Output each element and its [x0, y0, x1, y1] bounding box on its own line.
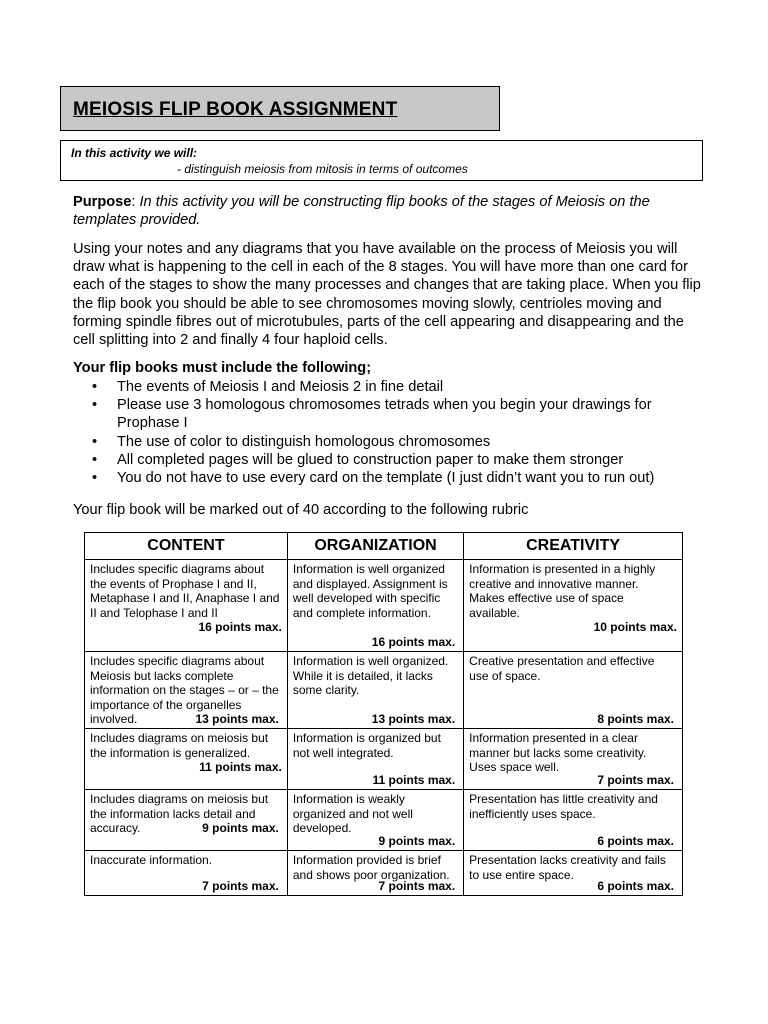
points-label: 6 points max. — [597, 879, 674, 894]
creativity-cell — [464, 652, 683, 729]
organization-cell — [287, 728, 463, 789]
instructions-paragraph: Using your notes and any diagrams that you have available on the process of Meiosis you will draw what is happening to the cell in each of the 8 stages. You will have more than one card for each of the stages to show the many processes and changes that are taking place. When you flip the flip book you should be able to see chromosomes moving slowly, centrioles moving and forming spindle fibres out of microtubules, parts of the cell appearing and disappearing and the cell splitting into 2 and finally 4 four haploid cells. — [73, 241, 701, 349]
points-label: 7 points max. — [378, 879, 456, 894]
page-title: MEIOSIS FLIP BOOK ASSIGNMENT — [73, 99, 398, 120]
cell-text: Information is weakly organized and not well developed. — [292, 791, 413, 836]
cell-text: Information is well organized. While it is detailed, it lacks some clarity. — [292, 654, 449, 698]
cell-text: Information is presented in a highly creative and innovative manner. Makes effective use of space available. — [469, 562, 656, 620]
bullet-icon: • — [92, 397, 98, 414]
cell-text: Includes specific diagrams about the events of Prophase I and II, Metaphase I and II, Anaphase I and II and Telophase I and II — [90, 562, 280, 620]
table-row — [85, 789, 683, 850]
cell-text: Information is organized but not well integrated. — [292, 730, 441, 760]
points-label: 7 points max. — [597, 773, 674, 788]
requirement-text: All completed pages will be glued to construction paper to make them stronger — [117, 451, 624, 468]
content-cell — [85, 560, 288, 652]
rubric-header-row — [85, 533, 683, 560]
list-item — [73, 469, 703, 487]
content-cell — [85, 652, 288, 729]
organization-cell — [287, 652, 463, 729]
list-item — [73, 433, 703, 451]
bullet-icon: • — [92, 451, 98, 468]
cell-text: Information is well organized and displayed. Assignment is well developed with specific and complete information. — [292, 562, 448, 620]
cell-text: Inaccurate information. — [90, 852, 213, 867]
requirements-list — [73, 378, 703, 487]
bullet-icon: • — [92, 379, 98, 395]
marking-note: Your flip book will be marked out of 40 according to the following rubric — [73, 502, 529, 518]
purpose-text: In this activity you will be constructing flip books of the stages of Meiosis on the templates provided. — [73, 194, 650, 229]
creativity-cell — [464, 789, 683, 850]
purpose-separator: : — [131, 194, 140, 210]
table-row — [85, 850, 683, 895]
points-label: 8 points max. — [597, 712, 674, 727]
cell-text: Creative presentation and effective use of space. — [469, 654, 655, 683]
organization-cell — [287, 789, 463, 850]
points-label: 9 points max. — [202, 821, 279, 836]
organization-cell — [287, 560, 463, 652]
activity-box — [60, 140, 703, 181]
requirement-text: The events of Meiosis I and Meiosis 2 in fine detail — [117, 379, 444, 395]
table-row — [85, 728, 683, 789]
requirements-heading: Your flip books must include the following; — [73, 360, 372, 376]
points-label: 11 points max. — [199, 760, 282, 775]
list-item — [73, 378, 703, 396]
cell-text: Includes diagrams on meiosis but the information lacks detail and accuracy. — [90, 791, 269, 836]
cell-text: Information presented in a clear manner but lacks some creativity. Uses space well. — [469, 730, 647, 775]
bullet-icon: • — [92, 470, 98, 487]
requirement-text: Please use 3 homologous chromosomes tetrads when you begin your drawings for Prophase I — [117, 397, 652, 432]
points-label: 10 points max. — [593, 620, 677, 635]
cell-text: Includes specific diagrams about Meiosis but lacks complete information on the stages – or – the importance of the organelles involved. — [90, 654, 279, 727]
requirement-text: You do not have to use every card on the template (I just didn’t want you to run out) — [117, 470, 655, 487]
activity-heading: In this activity we will: — [71, 146, 198, 160]
points-label: 11 points max. — [372, 773, 456, 788]
requirement-text: The use of color to distinguish homologous chromosomes — [117, 433, 491, 450]
header-creativity: CREATIVITY — [464, 533, 683, 560]
points-label: 6 points max. — [597, 834, 674, 849]
points-label: 9 points max. — [378, 834, 456, 849]
title-box — [60, 86, 500, 131]
bullet-icon: • — [92, 433, 98, 450]
cell-text: Includes diagrams on meiosis but the information is generalized. — [90, 730, 269, 760]
content-cell — [85, 850, 288, 895]
header-organization: ORGANIZATION — [287, 533, 463, 560]
list-item — [73, 451, 703, 469]
content-cell — [85, 789, 288, 850]
points-label: 7 points max. — [202, 879, 279, 894]
cell-text: Presentation lacks creativity and fails to use entire space. — [469, 852, 666, 882]
creativity-cell — [464, 728, 683, 789]
table-row — [85, 560, 683, 652]
rubric-table — [84, 532, 683, 896]
purpose-paragraph — [73, 193, 703, 229]
points-label: 16 points max. — [198, 620, 282, 635]
creativity-cell — [464, 560, 683, 652]
cell-text: Presentation has little creativity and inefficiently uses space. — [469, 791, 658, 821]
cell-text: Information provided is brief and shows poor organization. — [292, 852, 450, 882]
activity-item: - distinguish meiosis from mitosis in terms of outcomes — [177, 162, 468, 176]
points-label: 13 points max. — [371, 712, 456, 727]
content-cell — [85, 728, 288, 789]
organization-cell — [287, 850, 463, 895]
purpose-label: Purpose — [73, 194, 132, 210]
points-label: 16 points max. — [371, 635, 456, 650]
table-row — [85, 652, 683, 729]
header-content: CONTENT — [85, 533, 288, 560]
creativity-cell — [464, 850, 683, 895]
points-label: 13 points max. — [195, 712, 279, 727]
list-item — [73, 396, 703, 432]
